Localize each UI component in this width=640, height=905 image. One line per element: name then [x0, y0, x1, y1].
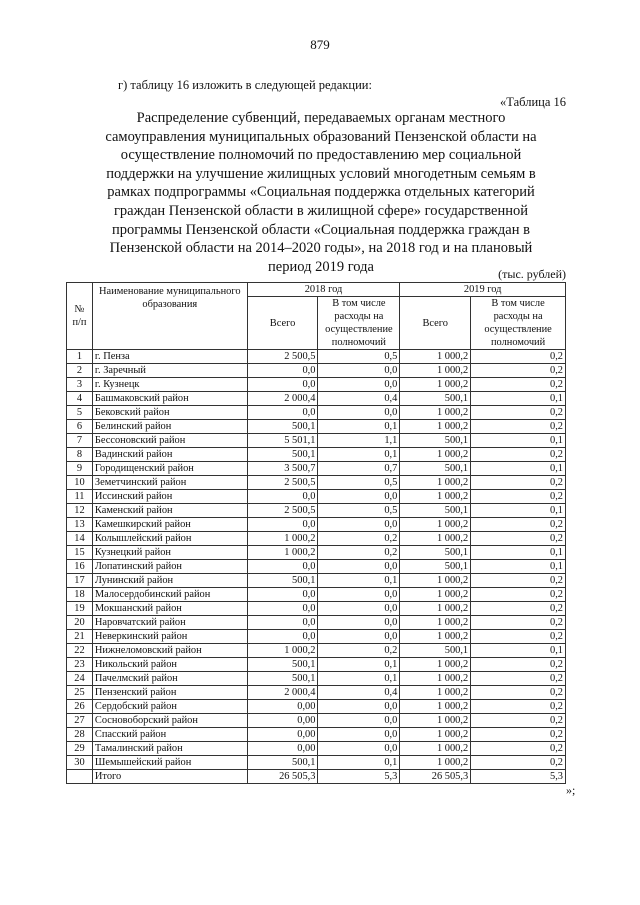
header-total-2019: Всего — [400, 297, 471, 350]
expenses-2018: 0,0 — [318, 700, 400, 714]
expenses-2018: 0,1 — [318, 672, 400, 686]
municipality-name: Тамалинский район — [92, 742, 247, 756]
total-2019: 1 000,2 — [400, 532, 471, 546]
expenses-2019: 0,2 — [471, 728, 566, 742]
municipality-name: г. Заречный — [92, 364, 247, 378]
table-body — [67, 350, 566, 784]
total-2018: 3 500,7 — [247, 462, 318, 476]
total-2018: 0,00 — [247, 714, 318, 728]
header-expenses-2019: В том числе расходы на осуществление полномочий — [471, 297, 566, 350]
header-year-2019: 2019 год — [400, 283, 566, 297]
total-2018: 0,00 — [247, 700, 318, 714]
municipality-name: Городищенский район — [92, 462, 247, 476]
total-2019: 1 000,2 — [400, 742, 471, 756]
units-note: (тыс. рублей) — [498, 267, 566, 281]
expenses-2019: 0,2 — [471, 686, 566, 700]
expenses-2018: 0,0 — [318, 364, 400, 378]
table-row — [67, 714, 566, 728]
total-2018: 2 500,5 — [247, 350, 318, 364]
expenses-2019: 0,2 — [471, 448, 566, 462]
expenses-2019: 0,2 — [471, 714, 566, 728]
total-2018: 1 000,2 — [247, 644, 318, 658]
expenses-2018: 0,0 — [318, 378, 400, 392]
expenses-2019: 0,2 — [471, 700, 566, 714]
total-2019: 500,1 — [400, 644, 471, 658]
row-number: 8 — [67, 448, 93, 462]
total-2019: 1 000,2 — [400, 602, 471, 616]
municipality-name: Лунинский район — [92, 574, 247, 588]
total-2019: 1 000,2 — [400, 728, 471, 742]
total-2018: 0,0 — [247, 364, 318, 378]
expenses-2019: 0,2 — [471, 420, 566, 434]
expenses-2018: 0,7 — [318, 462, 400, 476]
total-2018: 2 000,4 — [247, 686, 318, 700]
row-number: 16 — [67, 560, 93, 574]
expenses-2018: 0,2 — [318, 546, 400, 560]
table-row — [67, 686, 566, 700]
total-2019: 1 000,2 — [400, 672, 471, 686]
table-row — [67, 756, 566, 770]
expenses-2018: 0,1 — [318, 756, 400, 770]
total-2018: 500,1 — [247, 420, 318, 434]
table-row — [67, 658, 566, 672]
row-number: 26 — [67, 700, 93, 714]
municipality-name: Нижнеломовский район — [92, 644, 247, 658]
table-row — [67, 700, 566, 714]
row-number: 5 — [67, 406, 93, 420]
municipality-name: Сосновоборский район — [92, 714, 247, 728]
total-2019: 1 000,2 — [400, 406, 471, 420]
row-number: 19 — [67, 602, 93, 616]
total-2018: 1 000,2 — [247, 546, 318, 560]
total-2019: 500,1 — [400, 546, 471, 560]
total-2019: 1 000,2 — [400, 448, 471, 462]
intro-text: г) таблицу 16 изложить в следующей редакции: — [118, 78, 372, 92]
table-row — [67, 350, 566, 364]
municipality-name: Пачелмский район — [92, 672, 247, 686]
row-number: 24 — [67, 672, 93, 686]
total-2018: 0,0 — [247, 518, 318, 532]
expenses-2019: 0,1 — [471, 392, 566, 406]
expenses-2018: 0,1 — [318, 420, 400, 434]
table-row — [67, 728, 566, 742]
total-2019: 1 000,2 — [400, 588, 471, 602]
municipality-name: Итого — [92, 770, 247, 784]
municipality-name: Кузнецкий район — [92, 546, 247, 560]
expenses-2019: 0,2 — [471, 406, 566, 420]
expenses-2019: 0,2 — [471, 350, 566, 364]
total-2018: 500,1 — [247, 574, 318, 588]
total-2018: 26 505,3 — [247, 770, 318, 784]
municipality-name: Камешкирский район — [92, 518, 247, 532]
expenses-2018: 0,0 — [318, 518, 400, 532]
table-row — [67, 560, 566, 574]
header-expenses-2018: В том числе расходы на осуществление полномочий — [318, 297, 400, 350]
row-number: 1 — [67, 350, 93, 364]
row-number: 4 — [67, 392, 93, 406]
total-2019: 500,1 — [400, 560, 471, 574]
closing-quote: »; — [566, 783, 576, 797]
row-number: 3 — [67, 378, 93, 392]
row-number: 7 — [67, 434, 93, 448]
total-2019: 1 000,2 — [400, 518, 471, 532]
table-row — [67, 518, 566, 532]
total-2018: 500,1 — [247, 658, 318, 672]
table-row — [67, 588, 566, 602]
municipality-name: г. Кузнецк — [92, 378, 247, 392]
expenses-2018: 0,0 — [318, 406, 400, 420]
subsidy-table — [66, 282, 566, 784]
table-row — [67, 392, 566, 406]
row-number — [67, 770, 93, 784]
total-row — [67, 770, 566, 784]
row-number: 25 — [67, 686, 93, 700]
total-2019: 500,1 — [400, 392, 471, 406]
expenses-2018: 5,3 — [318, 770, 400, 784]
expenses-2019: 0,2 — [471, 672, 566, 686]
total-2018: 0,0 — [247, 560, 318, 574]
expenses-2019: 0,2 — [471, 756, 566, 770]
expenses-2019: 0,1 — [471, 560, 566, 574]
header-num: № п/п — [67, 283, 93, 350]
expenses-2018: 0,0 — [318, 490, 400, 504]
municipality-name: Бековский район — [92, 406, 247, 420]
expenses-2019: 0,2 — [471, 476, 566, 490]
row-number: 15 — [67, 546, 93, 560]
table-row — [67, 532, 566, 546]
expenses-2018: 0,5 — [318, 504, 400, 518]
total-2019: 1 000,2 — [400, 476, 471, 490]
total-2019: 1 000,2 — [400, 714, 471, 728]
total-2018: 0,0 — [247, 490, 318, 504]
expenses-2019: 0,2 — [471, 742, 566, 756]
expenses-2018: 0,1 — [318, 658, 400, 672]
table-row — [67, 476, 566, 490]
row-number: 10 — [67, 476, 93, 490]
expenses-2018: 0,0 — [318, 588, 400, 602]
total-2019: 1 000,2 — [400, 630, 471, 644]
expenses-2019: 0,2 — [471, 588, 566, 602]
total-2018: 0,0 — [247, 406, 318, 420]
expenses-2018: 0,5 — [318, 350, 400, 364]
municipality-name: Мокшанский район — [92, 602, 247, 616]
municipality-name: Бессоновский район — [92, 434, 247, 448]
expenses-2019: 0,2 — [471, 658, 566, 672]
municipality-name: Спасский район — [92, 728, 247, 742]
total-2018: 0,0 — [247, 378, 318, 392]
expenses-2019: 0,2 — [471, 602, 566, 616]
row-number: 20 — [67, 616, 93, 630]
total-2019: 500,1 — [400, 462, 471, 476]
expenses-2019: 0,2 — [471, 364, 566, 378]
table-row — [67, 504, 566, 518]
expenses-2019: 0,2 — [471, 574, 566, 588]
table-row — [67, 364, 566, 378]
table-row — [67, 602, 566, 616]
total-2019: 500,1 — [400, 504, 471, 518]
expenses-2019: 0,1 — [471, 462, 566, 476]
table-reference: «Таблица 16 — [500, 95, 566, 109]
municipality-name: г. Пенза — [92, 350, 247, 364]
expenses-2018: 0,0 — [318, 630, 400, 644]
header-name: Наименование муниципального образования — [92, 283, 247, 350]
expenses-2018: 0,0 — [318, 742, 400, 756]
row-number: 18 — [67, 588, 93, 602]
municipality-name: Каменский район — [92, 504, 247, 518]
municipality-name: Земетчинский район — [92, 476, 247, 490]
municipality-name: Наровчатский район — [92, 616, 247, 630]
table-row — [67, 420, 566, 434]
municipality-name: Башмаковский район — [92, 392, 247, 406]
table-row — [67, 644, 566, 658]
expenses-2019: 0,2 — [471, 518, 566, 532]
row-number: 6 — [67, 420, 93, 434]
table-row — [67, 630, 566, 644]
expenses-2018: 0,1 — [318, 448, 400, 462]
total-2018: 500,1 — [247, 756, 318, 770]
expenses-2019: 0,2 — [471, 532, 566, 546]
municipality-name: Пензенский район — [92, 686, 247, 700]
table-row — [67, 406, 566, 420]
total-2018: 0,0 — [247, 630, 318, 644]
total-2019: 1 000,2 — [400, 756, 471, 770]
row-number: 11 — [67, 490, 93, 504]
municipality-name: Лопатинский район — [92, 560, 247, 574]
total-2019: 1 000,2 — [400, 350, 471, 364]
expenses-2019: 0,2 — [471, 630, 566, 644]
table-row — [67, 434, 566, 448]
row-number: 30 — [67, 756, 93, 770]
total-2019: 500,1 — [400, 434, 471, 448]
table-row — [67, 574, 566, 588]
total-2019: 1 000,2 — [400, 378, 471, 392]
total-2019: 1 000,2 — [400, 420, 471, 434]
total-2018: 1 000,2 — [247, 532, 318, 546]
row-number: 21 — [67, 630, 93, 644]
page-number: 879 — [310, 37, 330, 52]
total-2018: 0,0 — [247, 588, 318, 602]
total-2019: 1 000,2 — [400, 490, 471, 504]
total-2019: 1 000,2 — [400, 686, 471, 700]
table-row — [67, 546, 566, 560]
expenses-2018: 0,5 — [318, 476, 400, 490]
expenses-2019: 0,1 — [471, 546, 566, 560]
expenses-2018: 0,0 — [318, 728, 400, 742]
table-row — [67, 490, 566, 504]
row-number: 23 — [67, 658, 93, 672]
expenses-2018: 0,2 — [318, 644, 400, 658]
total-2019: 26 505,3 — [400, 770, 471, 784]
total-2018: 2 500,5 — [247, 476, 318, 490]
total-2018: 500,1 — [247, 672, 318, 686]
table-row — [67, 462, 566, 476]
expenses-2018: 0,0 — [318, 616, 400, 630]
expenses-2019: 0,2 — [471, 378, 566, 392]
total-2018: 0,0 — [247, 602, 318, 616]
total-2018: 2 500,5 — [247, 504, 318, 518]
row-number: 22 — [67, 644, 93, 658]
row-number: 12 — [67, 504, 93, 518]
header-total-2018: Всего — [247, 297, 318, 350]
municipality-name: Малосердобинский район — [92, 588, 247, 602]
expenses-2019: 0,1 — [471, 644, 566, 658]
row-number: 9 — [67, 462, 93, 476]
total-2019: 1 000,2 — [400, 574, 471, 588]
expenses-2019: 0,2 — [471, 616, 566, 630]
expenses-2018: 0,4 — [318, 686, 400, 700]
total-2019: 1 000,2 — [400, 616, 471, 630]
expenses-2018: 0,2 — [318, 532, 400, 546]
row-number: 29 — [67, 742, 93, 756]
total-2018: 0,00 — [247, 728, 318, 742]
total-2019: 1 000,2 — [400, 658, 471, 672]
total-2018: 2 000,4 — [247, 392, 318, 406]
total-2018: 500,1 — [247, 448, 318, 462]
expenses-2018: 0,0 — [318, 602, 400, 616]
table-row — [67, 742, 566, 756]
row-number: 13 — [67, 518, 93, 532]
expenses-2018: 0,0 — [318, 560, 400, 574]
table-row — [67, 672, 566, 686]
municipality-name: Колышлейский район — [92, 532, 247, 546]
row-number: 27 — [67, 714, 93, 728]
total-2018: 5 501,1 — [247, 434, 318, 448]
row-number: 2 — [67, 364, 93, 378]
municipality-name: Никольский район — [92, 658, 247, 672]
row-number: 14 — [67, 532, 93, 546]
total-2018: 0,00 — [247, 742, 318, 756]
municipality-name: Белинский район — [92, 420, 247, 434]
expenses-2019: 0,1 — [471, 434, 566, 448]
row-number: 17 — [67, 574, 93, 588]
expenses-2018: 0,4 — [318, 392, 400, 406]
table-row — [67, 378, 566, 392]
expenses-2018: 0,1 — [318, 574, 400, 588]
table-row — [67, 448, 566, 462]
municipality-name: Шемышейский район — [92, 756, 247, 770]
table-title: Распределение субвенций, передаваемых органам местного самоуправления муниципальных образований Пензенской области на осуществление полномочий по предоставлению мер социальной поддержки на улучшение жилищных условий многодетным семьям в рамках подпрограммы «Социальная поддержка отдельных категорий граждан Пензенской области в жилищной сфере» государственной программы Пензенской области «Социальная поддержка граждан в Пензенской области на 2014–2020 годы», на 2018 год и на плановый период 2019 года — [105, 110, 537, 275]
row-number: 28 — [67, 728, 93, 742]
expenses-2019: 0,1 — [471, 504, 566, 518]
expenses-2018: 0,0 — [318, 714, 400, 728]
expenses-2019: 0,2 — [471, 490, 566, 504]
municipality-name: Иссинский район — [92, 490, 247, 504]
table-row — [67, 616, 566, 630]
total-2019: 1 000,2 — [400, 364, 471, 378]
municipality-name: Неверкинский район — [92, 630, 247, 644]
expenses-2019: 5,3 — [471, 770, 566, 784]
municipality-name: Сердобский район — [92, 700, 247, 714]
municipality-name: Вадинский район — [92, 448, 247, 462]
header-year-2018: 2018 год — [247, 283, 400, 297]
expenses-2018: 1,1 — [318, 434, 400, 448]
total-2018: 0,0 — [247, 616, 318, 630]
total-2019: 1 000,2 — [400, 700, 471, 714]
